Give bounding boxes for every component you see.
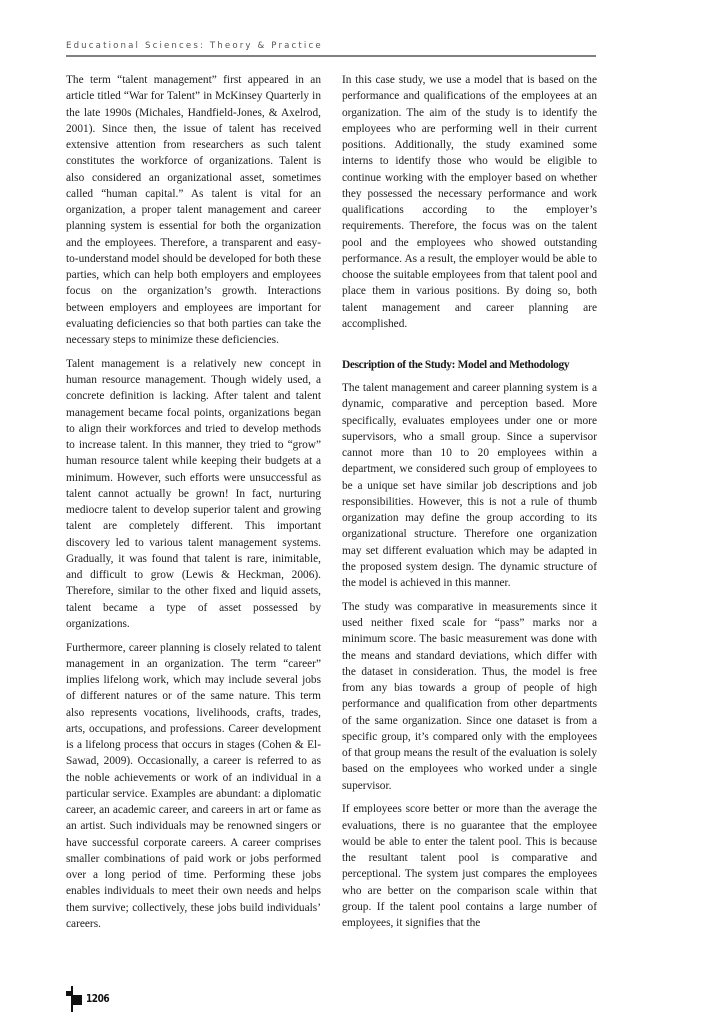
paragraph: The term “talent management” first appeared in an article titled “War for Talent” in McKinsey Quarterly in the late 1990s (Michales, Handfield-Jones, & Axelrod, 2001). Since then, the issue of talent has received extensive attention from researchers as such talent constitutes the workforce of organizations. Talent is also considered an organizational asset, sometimes called “human capital.” As talent is vital for an organization, a proper talent management and career planning system is essential for both the organization and the employees. Therefore, a transparent and easy-to-understand model should be developed for both these parties, which can help both employers and employees focus on the organization’s growth. Interactions between employers and employees are important for evaluating deficiencies so that both parties can take the necessary steps to minimize these deficiencies. <box>66 74 321 346</box>
right-column <box>342 72 597 939</box>
page-number: 1206 <box>86 992 110 1005</box>
running-head: Educational Sciences: Theory & Practice <box>66 41 323 51</box>
footer-marker-square-icon <box>72 995 82 1005</box>
paragraph: Furthermore, career planning is closely related to talent management in an organization. The term “career” implies lifelong work, which may include several jobs of different natures or of the same nature. This term also represents vocations, livelihoods, crafts, trades, arts, occupations, and professions. Career development is a lifelong process that occurs in stages (Cohen & El-Sawad, 2009). Occasionally, a career is referred to as the noble achievements or work of an individual in a particular service. Examples are abundant: a diplomatic career, an academic career, and careers in art or fame as an artist. Such individuals may be renowned singers or have successful corporate careers. A career comprises smaller combinations of paid work or jobs performed over a long period of time. Performing these jobs enables individuals to meet their own needs and helps them survive; collectively, these jobs build individuals’ careers. <box>66 641 321 930</box>
section-heading: Description of the Study: Model and Methodology <box>342 359 570 371</box>
paragraph: In this case study, we use a model that is based on the performance and qualifications of the employees at an organization. The aim of the study is to identify the employees who are performing well in their current positions. Additionally, the study examined some interns to identify those who would be eligible to continue working with the employer based on whether they possessed the necessary performance and work qualifications according to the employer’s requirements. Therefore, the focus was on the talent pool and the employees who showed outstanding performance. As a result, the employer would be able to choose the suitable employees from that talent pool and place them in various positions. By doing so, both talent management and career planning are accomplished. <box>342 74 597 330</box>
page-footer <box>66 984 186 1014</box>
paragraph: The talent management and career planning system is a dynamic, comparative and perception based. More specifically, evaluates employees under one or more supervisors, who a small group. Since a supervisor cannot more than 10 to 20 employees within a department, we considered such group of employees to be a unique set have similar job descriptions and job responsibilities. However, this is not a rule of thumb organization may define the group according to its organizational structure. Therefore one organization may set different evaluation which may be adapted in the proposed system design. The dynamic structure of the model is achieved in this manner. <box>342 382 597 589</box>
paragraph: Talent management is a relatively new concept in human resource management. Though widely used, a concrete definition is lacking. After talent and talent management became focal points, organizations began to align their workforces and tried to develop methods to increase talent. In this manner, they tried to “grow” human resource talent while keeping their budgets at a minimum. However, such efforts were unsuccessful as talent cannot actually be grown! In fact, nurturing mediocre talent to develop superior talent and growing talent are completely different. This important discovery led to various talent management systems. Gradually, it was found that talent is rare, inimitable, and difficult to grow (Lewis & Heckman, 2006). Therefore, similar to the other fixed and liquid assets, talent became a type of asset possessed by organizations. <box>66 357 321 630</box>
footer-marker-small-square-icon <box>66 991 71 996</box>
paragraph: If employees score better or more than the average the evaluations, there is no guarantee that the employee would be able to enter the talent pool. This is because the resultant talent pool is comparative and perceptional. The system just compares the employees who are better on the comparison scale within that group. If the talent pool contains a large number of employees, it signifies that the <box>342 803 597 929</box>
paragraph: The study was comparative in measurements since it used neither fixed scale for “pass” marks nor a minimum score. The basic measurement was done with the means and standard deviations, which differ with the dataset in consideration. Thus, the model is free from any bias towards a group of people of high performance and qualification from other departments of the same organization. Since one dataset is from a specific group, it’s compared only with the employees of that group means the result of the evaluation is solely based on the employees who worked under a single supervisor. <box>342 600 597 792</box>
left-column <box>66 72 321 940</box>
header-rule <box>66 55 596 57</box>
